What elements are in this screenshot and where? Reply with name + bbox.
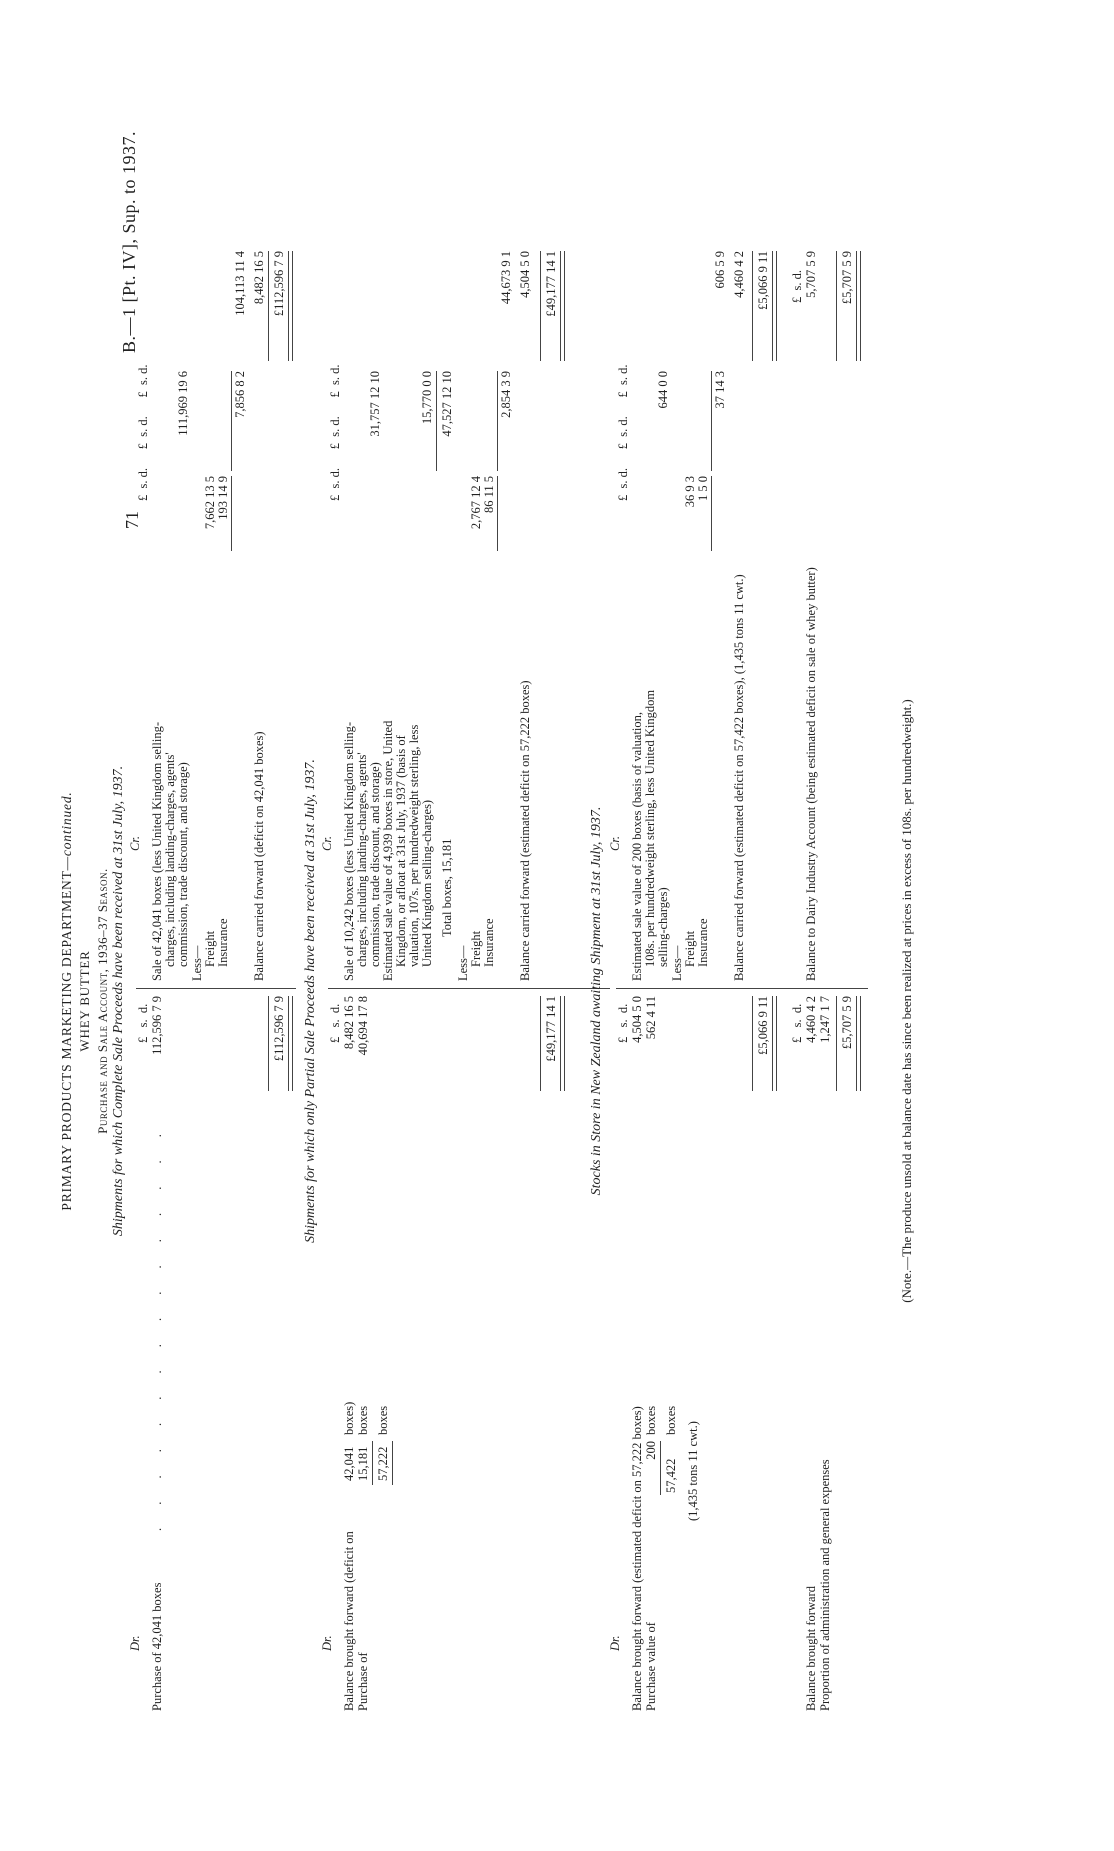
double-rule — [856, 996, 861, 1091]
section1-balance-amount: 8,482 16 5 — [252, 251, 266, 305]
section3-dr-row2-unit: boxes — [644, 1405, 658, 1435]
section1-dr-amount: 112,596 7 9 — [150, 996, 164, 1055]
rule — [436, 371, 437, 471]
section2-dr-total: £49,177 14 1 — [544, 996, 558, 1062]
section2-dr-row2-text: Purchase of — [356, 1652, 370, 1711]
section3-net: 606 5 9 — [713, 251, 727, 289]
section3-cr-label: Cr. — [608, 836, 622, 851]
rule — [540, 251, 541, 361]
section4-dr-row1-amount: 4,460 4 2 — [804, 996, 818, 1043]
section3-balance-amount: 4,460 4 2 — [732, 251, 746, 298]
section2-dr-head: £ s. d. — [328, 1003, 342, 1043]
section2-cr-total: £49,177 14 1 — [544, 251, 558, 317]
section4-cr-amount: 5,707 5 9 — [804, 251, 818, 298]
section2-dr-row2-unit: boxes — [356, 1405, 370, 1435]
section2-cr-sale-line1: Sale of 10,242 boxes (less United Kingdom selling- — [342, 722, 356, 981]
section1-freight-amount: 7,662 13 5 — [203, 476, 217, 530]
section4-cr-total: £5,707 5 9 — [840, 251, 854, 305]
section2-cr-label: Cr. — [320, 836, 334, 851]
section2-less-total: 2,854 3 9 — [499, 371, 513, 418]
rule — [497, 371, 498, 471]
double-rule — [560, 996, 565, 1091]
section1-freight: Freight — [203, 930, 217, 967]
section2-cr-sale-amount: 31,757 12 10 — [368, 371, 382, 437]
rule — [836, 251, 837, 361]
section1-divider — [136, 988, 296, 989]
section3-freight-amount: 36 9 3 — [683, 476, 697, 508]
section3-heading: Stocks in Store in New Zealand awaiting Shipment at 31st July, 1937. — [589, 806, 604, 1196]
section3-dr-row2-text: Purchase value of — [644, 1622, 658, 1711]
rule — [836, 996, 837, 1091]
rule — [497, 476, 498, 551]
section2-dr-row1-amount: 8,482 16 5 — [342, 996, 356, 1050]
dot-leader: . . . . . . . . . . . . . . . . — [150, 1124, 164, 1531]
rule — [231, 371, 232, 471]
section2-est-line1: Estimated sale value of 4,939 boxes in store, United — [381, 720, 395, 981]
rule — [268, 996, 269, 1091]
section2-less: Less— — [456, 945, 470, 981]
section1-balance-text: Balance carried forward (deficit on 42,041 boxes) — [252, 731, 266, 981]
section3-less-total: 37 14 3 — [713, 371, 727, 409]
section4-dr-head: £ s. d. — [790, 1003, 804, 1043]
section1-cr-sale-line2: charges, including landing-charges, agents' — [163, 752, 177, 967]
section1-less-total: 7,856 8 2 — [233, 371, 247, 418]
section3-dr-head: £ s. d. — [616, 1003, 630, 1043]
rule — [711, 371, 712, 471]
footnote: (Note.—The produce unsold at balance date has since been realized at prices in excess of 108s. per hundredweight.) — [899, 699, 914, 1303]
section2-balance-text: Balance carried forward (estimated deficit on 57,222 boxes) — [518, 680, 532, 981]
double-rule — [288, 251, 293, 361]
account-title: Purchase and Sale Account, 1936–37 Season. — [95, 868, 110, 1134]
section4-cr-head: £ s. d. — [790, 270, 804, 303]
section2-est-line3: valuation, 107s. per hundredweight sterling, less — [407, 724, 421, 967]
rule — [752, 251, 753, 361]
section2-dr-row1-unit: boxes) — [342, 1401, 356, 1435]
section1-less: Less— — [190, 945, 204, 981]
section3-cr-est-line1: Estimated sale value of 200 boxes (basis of valuation, — [630, 711, 644, 981]
section3-cr-total: £5,066 9 11 — [756, 251, 770, 310]
double-rule — [772, 996, 777, 1091]
section3-dr-total: £5,066 9 11 — [756, 996, 770, 1055]
section2-dr-label: Dr. — [320, 1635, 334, 1651]
rule — [372, 1441, 373, 1485]
section2-dr-row2-amount: 40,694 17 8 — [356, 996, 370, 1056]
section3-dr-subtotal-boxes: 57,422 — [664, 1458, 678, 1493]
section4-cr-text: Balance to Dairy Industry Account (being estimated deficit on sale of whey butter) — [804, 567, 818, 981]
double-rule — [772, 251, 777, 361]
section1-heading: Shipments for which Complete Sale Proceeds have been received at 31st July, 1937. — [111, 765, 126, 1237]
rule — [231, 476, 232, 551]
section3-freight: Freight — [683, 930, 697, 967]
section2-dr-subtotal-unit: boxes — [376, 1405, 390, 1435]
page-reference: B.—1 [Pt. IV], Sup. to 1937. — [119, 130, 139, 353]
section3-dr-row2-boxes: 200 — [644, 1441, 658, 1460]
double-rule — [288, 996, 293, 1091]
section1-insurance: Insurance — [216, 918, 230, 967]
rule — [540, 996, 541, 1091]
section1-dr-total: £112,596 7 9 — [272, 996, 286, 1062]
section1-dr-head: £ s. d. — [136, 1003, 150, 1043]
section3-insurance-amount: 1 5 0 — [696, 476, 710, 501]
section4-dr-row1-text: Balance brought forward — [804, 1586, 818, 1711]
rule — [660, 1441, 661, 1495]
section1-cr-sale-amount: 111,969 19 6 — [176, 371, 190, 436]
section2-heading: Shipments for which only Partial Sale Proceeds have been received at 31st July, 1937. — [303, 759, 318, 1243]
section2-est-line4: United Kingdom selling-charges) — [420, 799, 434, 967]
section4-divider — [790, 988, 868, 989]
section1-net: 104,113 11 4 — [233, 251, 247, 316]
section2-dr-row1-text: Balance brought forward (deficit on — [342, 1531, 356, 1711]
section2-cr-sale-line2: charges, including landing-charges, agents' — [355, 752, 369, 967]
section3-cr-est-amount: 644 0 0 — [656, 371, 670, 409]
section3-cr-est-line2: 108s. per hundredweight sterling, less United Kingdom — [643, 689, 657, 967]
section2-divider — [328, 988, 610, 989]
section1-dr-label: Dr. — [128, 1635, 142, 1651]
section2-dr-subtotal-boxes: 57,222 — [376, 1446, 390, 1481]
section2-freight: Freight — [469, 930, 483, 967]
rule — [268, 251, 269, 361]
section3-dr-row2-amount: 562 4 11 — [644, 996, 658, 1040]
section3-balance-text: Balance carried forward (estimated deficit on 57,422 boxes), (1,435 tons 11 cwt.) — [732, 574, 746, 981]
section1-dr-row: Purchase of 42,041 boxes — [150, 1582, 164, 1711]
section1-cr-label: Cr. — [128, 836, 142, 851]
product-title: WHEY BUTTER — [77, 950, 92, 1052]
section2-dr-row1-boxes: 42,041 — [342, 1446, 356, 1481]
section3-dr-row1-text: Balance brought forward (estimated deficit on 57,222 boxes) — [630, 1406, 644, 1711]
section2-est-line2: Kingdom, or afloat at 31st July, 1937 (basis of — [394, 735, 408, 967]
section2-insurance-amount: 86 11 5 — [482, 476, 496, 514]
section3-dr-label: Dr. — [608, 1635, 622, 1651]
section4-dr-row2-text: Proportion of administration and general expenses — [818, 1459, 832, 1711]
section3-dr-subtotal-unit: boxes — [664, 1405, 678, 1435]
rule — [752, 996, 753, 1091]
section1-cr-sale-line3: commission, trade discount, and storage) — [176, 762, 190, 967]
section3-less: Less— — [670, 945, 684, 981]
section2-est-amount: 15,770 0 0 — [420, 371, 434, 425]
section1-insurance-amount: 193 14 9 — [216, 476, 230, 520]
section2-balance-amount: 4,504 5 0 — [518, 251, 532, 298]
department-title: PRIMARY PRODUCTS MARKETING DEPARTMENT—continued. — [59, 791, 74, 1211]
section2-cr-head: £ s. d. £ s. d. £ s. d. — [328, 364, 342, 501]
section1-cr-sale-line1: Sale of 42,041 boxes (less United Kingdom selling- — [150, 722, 164, 981]
section4-dr-row2-amount: 1,247 1 7 — [818, 996, 832, 1043]
rule — [711, 476, 712, 551]
section3-cr-head: £ s. d. £ s. d. £ s. d. — [616, 364, 630, 501]
section3-dr-tons: (1,435 tons 11 cwt.) — [686, 1421, 700, 1521]
section2-total-boxes: Total boxes, 15,181 — [440, 838, 454, 937]
rule — [392, 1441, 393, 1485]
section2-freight-amount: 2,767 12 4 — [469, 476, 483, 530]
section2-total-amount: 47,527 12 10 — [440, 371, 454, 437]
section3-insurance: Insurance — [696, 918, 710, 967]
page-number: 71 — [122, 511, 142, 529]
double-rule — [560, 251, 565, 361]
section4-dr-total: £5,707 5 9 — [840, 996, 854, 1050]
section2-net: 44,673 9 1 — [499, 251, 513, 305]
section1-cr-total: £112,596 7 9 — [272, 251, 286, 317]
section2-dr-row2-boxes: 15,181 — [356, 1446, 370, 1481]
section2-cr-sale-line3: commission, trade discount, and storage) — [368, 762, 382, 967]
section2-insurance: Insurance — [482, 918, 496, 967]
section3-dr-row1-amount: 4,504 5 0 — [630, 996, 644, 1043]
section3-cr-est-line3: selling-charges) — [656, 887, 670, 967]
section3-divider — [616, 988, 796, 989]
section1-cr-head: £ s. d. £ s. d. £ s. d. — [136, 364, 150, 501]
double-rule — [856, 251, 861, 361]
